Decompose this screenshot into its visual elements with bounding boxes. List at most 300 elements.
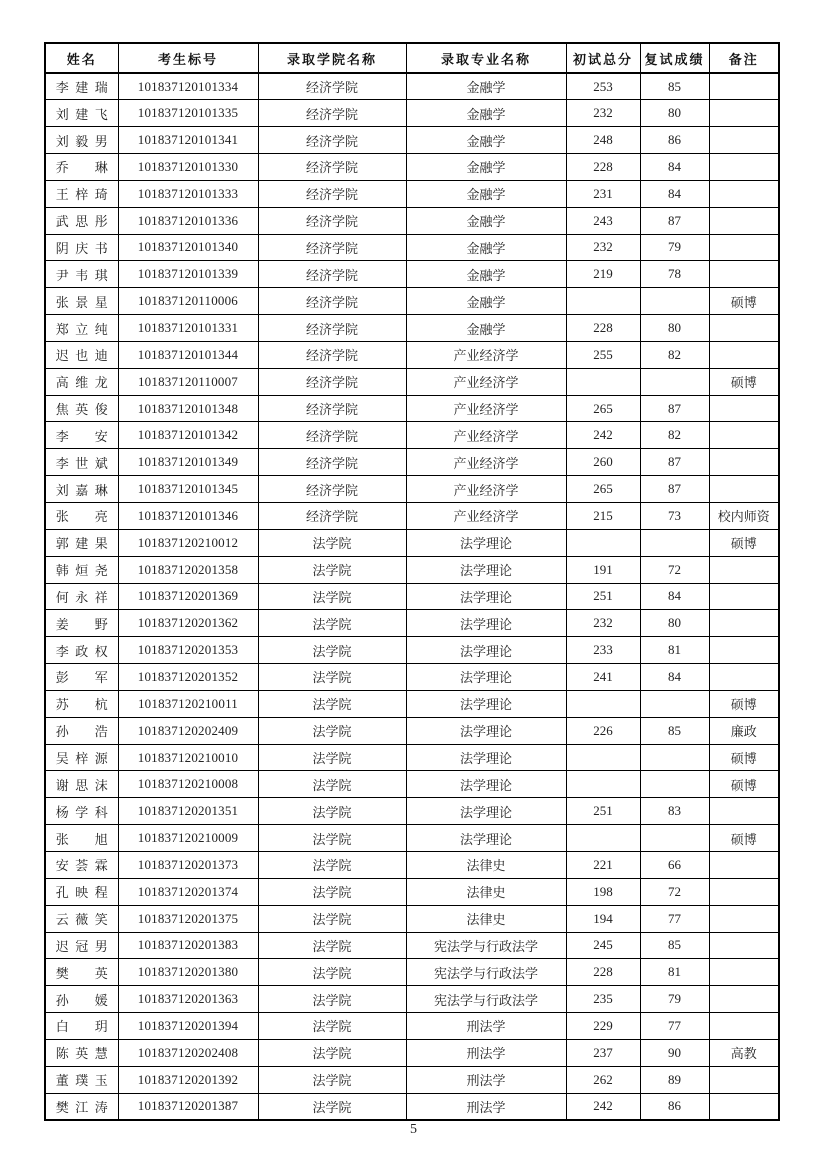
major-cell: 宪法学与行政法学: [406, 959, 566, 986]
name-cell: [45, 503, 118, 530]
initial-score-cell: 245: [566, 932, 640, 959]
column-header-initial-score: 初试总分: [566, 43, 640, 73]
retest-score-cell: 79: [640, 234, 709, 261]
student-name: 云薇笑: [55, 912, 108, 928]
remark-cell: [709, 556, 779, 583]
candidate-id-cell: 101837120101336: [118, 207, 258, 234]
table-row: [45, 744, 779, 771]
initial-score-cell: 260: [566, 449, 640, 476]
major-cell: 刑法学: [406, 1093, 566, 1120]
college-cell: 法学院: [258, 637, 406, 664]
college-cell: 法学院: [258, 744, 406, 771]
retest-score-cell: 81: [640, 959, 709, 986]
college-cell: 法学院: [258, 1066, 406, 1093]
initial-score-cell: [566, 529, 640, 556]
student-name: 樊英: [55, 965, 108, 981]
student-name: 杨学科: [55, 804, 108, 820]
table-row: [45, 341, 779, 368]
initial-score-cell: 243: [566, 207, 640, 234]
student-name: 阴庆书: [55, 240, 108, 256]
candidate-id-cell: 101837120101345: [118, 476, 258, 503]
table-row: [45, 395, 779, 422]
remark-cell: 硕博: [709, 744, 779, 771]
college-cell: 法学院: [258, 932, 406, 959]
table-row: [45, 234, 779, 261]
remark-cell: [709, 637, 779, 664]
candidate-id-cell: 101837120201351: [118, 798, 258, 825]
name-cell: [45, 234, 118, 261]
initial-score-cell: 191: [566, 556, 640, 583]
remark-cell: [709, 959, 779, 986]
table-row: [45, 449, 779, 476]
table-row: [45, 100, 779, 127]
major-cell: 产业经济学: [406, 449, 566, 476]
major-cell: 金融学: [406, 154, 566, 181]
major-cell: 法学理论: [406, 610, 566, 637]
initial-score-cell: 235: [566, 986, 640, 1013]
candidate-id-cell: 101837120110006: [118, 288, 258, 315]
remark-cell: 硕博: [709, 529, 779, 556]
college-cell: 经济学院: [258, 395, 406, 422]
retest-score-cell: 86: [640, 127, 709, 154]
name-cell: [45, 476, 118, 503]
college-cell: 法学院: [258, 556, 406, 583]
major-cell: 金融学: [406, 100, 566, 127]
name-cell: [45, 637, 118, 664]
retest-score-cell: 84: [640, 180, 709, 207]
candidate-id-cell: 101837120101340: [118, 234, 258, 261]
admission-table: [44, 42, 780, 1121]
initial-score-cell: 231: [566, 180, 640, 207]
retest-score-cell: [640, 288, 709, 315]
remark-cell: [709, 234, 779, 261]
initial-score-cell: 226: [566, 717, 640, 744]
initial-score-cell: 232: [566, 610, 640, 637]
retest-score-cell: 84: [640, 583, 709, 610]
student-name: 彭军: [55, 670, 108, 686]
student-name: 武思彤: [55, 214, 108, 230]
student-name: 刘毅男: [55, 133, 108, 149]
remark-cell: 硕博: [709, 288, 779, 315]
remark-cell: [709, 180, 779, 207]
name-cell: [45, 1093, 118, 1120]
initial-score-cell: 194: [566, 905, 640, 932]
name-cell: [45, 127, 118, 154]
college-cell: 经济学院: [258, 127, 406, 154]
major-cell: 法律史: [406, 878, 566, 905]
retest-score-cell: 80: [640, 100, 709, 127]
table-row: [45, 717, 779, 744]
initial-score-cell: 255: [566, 341, 640, 368]
major-cell: 刑法学: [406, 1066, 566, 1093]
major-cell: 法学理论: [406, 825, 566, 852]
table-row: [45, 422, 779, 449]
initial-score-cell: [566, 690, 640, 717]
initial-score-cell: 232: [566, 234, 640, 261]
major-cell: 法学理论: [406, 798, 566, 825]
name-cell: [45, 1066, 118, 1093]
candidate-id-cell: 101837120101339: [118, 261, 258, 288]
college-cell: 经济学院: [258, 180, 406, 207]
student-name: 陈英慧: [55, 1046, 108, 1062]
column-header-retest-score: 复试成绩: [640, 43, 709, 73]
remark-cell: [709, 851, 779, 878]
retest-score-cell: 72: [640, 878, 709, 905]
name-cell: [45, 288, 118, 315]
remark-cell: [709, 798, 779, 825]
college-cell: 经济学院: [258, 341, 406, 368]
retest-score-cell: 66: [640, 851, 709, 878]
initial-score-cell: 215: [566, 503, 640, 530]
student-name: 迟也迪: [55, 348, 108, 364]
candidate-id-cell: 101837120210012: [118, 529, 258, 556]
retest-score-cell: [640, 529, 709, 556]
retest-score-cell: [640, 744, 709, 771]
college-cell: 法学院: [258, 986, 406, 1013]
table-row: [45, 529, 779, 556]
candidate-id-cell: 101837120101330: [118, 154, 258, 181]
student-name: 吴梓源: [55, 751, 108, 767]
table-row: [45, 959, 779, 986]
major-cell: 法学理论: [406, 744, 566, 771]
candidate-id-cell: 101837120101349: [118, 449, 258, 476]
major-cell: 法学理论: [406, 771, 566, 798]
student-name: 刘建飞: [55, 106, 108, 122]
college-cell: 法学院: [258, 610, 406, 637]
remark-cell: [709, 986, 779, 1013]
college-cell: 法学院: [258, 717, 406, 744]
candidate-id-cell: 101837120201380: [118, 959, 258, 986]
retest-score-cell: 82: [640, 422, 709, 449]
student-name: 李建瑞: [55, 80, 108, 96]
remark-cell: [709, 422, 779, 449]
initial-score-cell: 242: [566, 1093, 640, 1120]
candidate-id-cell: 101837120201369: [118, 583, 258, 610]
college-cell: 法学院: [258, 664, 406, 691]
college-cell: 经济学院: [258, 234, 406, 261]
initial-score-cell: 233: [566, 637, 640, 664]
major-cell: 金融学: [406, 127, 566, 154]
remark-cell: [709, 341, 779, 368]
college-cell: 法学院: [258, 583, 406, 610]
student-name: 高维龙: [55, 375, 108, 391]
retest-score-cell: 83: [640, 798, 709, 825]
name-cell: [45, 1013, 118, 1040]
candidate-id-cell: 101837120110007: [118, 368, 258, 395]
initial-score-cell: [566, 368, 640, 395]
college-cell: 法学院: [258, 690, 406, 717]
name-cell: [45, 932, 118, 959]
candidate-id-cell: 101837120201383: [118, 932, 258, 959]
student-name: 刘嘉琳: [55, 482, 108, 498]
remark-cell: [709, 1066, 779, 1093]
retest-score-cell: 73: [640, 503, 709, 530]
student-name: 李安: [55, 428, 108, 444]
name-cell: [45, 315, 118, 342]
major-cell: 金融学: [406, 288, 566, 315]
remark-cell: [709, 449, 779, 476]
retest-score-cell: 89: [640, 1066, 709, 1093]
remark-cell: [709, 100, 779, 127]
college-cell: 经济学院: [258, 288, 406, 315]
retest-score-cell: 82: [640, 341, 709, 368]
name-cell: [45, 851, 118, 878]
major-cell: 宪法学与行政法学: [406, 986, 566, 1013]
candidate-id-cell: 101837120202409: [118, 717, 258, 744]
candidate-id-cell: 101837120101344: [118, 341, 258, 368]
candidate-id-cell: 101837120101341: [118, 127, 258, 154]
student-name: 焦英俊: [55, 402, 108, 418]
retest-score-cell: 87: [640, 449, 709, 476]
name-cell: [45, 207, 118, 234]
initial-score-cell: 251: [566, 798, 640, 825]
column-header-name: 姓名: [45, 43, 118, 73]
retest-score-cell: [640, 368, 709, 395]
student-name: 郑立纯: [55, 321, 108, 337]
college-cell: 法学院: [258, 798, 406, 825]
college-cell: 经济学院: [258, 261, 406, 288]
name-cell: [45, 878, 118, 905]
page-number: 5: [410, 1122, 417, 1137]
major-cell: 法学理论: [406, 529, 566, 556]
name-cell: [45, 341, 118, 368]
student-name: 乔琳: [55, 160, 108, 176]
initial-score-cell: 228: [566, 315, 640, 342]
major-cell: 刑法学: [406, 1039, 566, 1066]
candidate-id-cell: 101837120201374: [118, 878, 258, 905]
major-cell: 金融学: [406, 73, 566, 100]
table-row: [45, 610, 779, 637]
remark-cell: 硕博: [709, 690, 779, 717]
remark-cell: [709, 395, 779, 422]
retest-score-cell: 86: [640, 1093, 709, 1120]
college-cell: 经济学院: [258, 154, 406, 181]
student-name: 孔映程: [55, 885, 108, 901]
initial-score-cell: 219: [566, 261, 640, 288]
major-cell: 法学理论: [406, 583, 566, 610]
college-cell: 经济学院: [258, 73, 406, 100]
student-name: 王梓琦: [55, 187, 108, 203]
retest-score-cell: 77: [640, 905, 709, 932]
table-row: [45, 771, 779, 798]
candidate-id-cell: 101837120101333: [118, 180, 258, 207]
college-cell: 法学院: [258, 529, 406, 556]
retest-score-cell: 78: [640, 261, 709, 288]
name-cell: [45, 905, 118, 932]
college-cell: 经济学院: [258, 503, 406, 530]
table-row: [45, 1039, 779, 1066]
major-cell: 产业经济学: [406, 476, 566, 503]
name-cell: [45, 771, 118, 798]
retest-score-cell: 84: [640, 154, 709, 181]
major-cell: 法学理论: [406, 690, 566, 717]
table-row: [45, 905, 779, 932]
remark-cell: 硕博: [709, 368, 779, 395]
name-cell: [45, 556, 118, 583]
candidate-id-cell: 101837120101342: [118, 422, 258, 449]
candidate-id-cell: 101837120101348: [118, 395, 258, 422]
major-cell: 产业经济学: [406, 395, 566, 422]
table-row: [45, 1093, 779, 1120]
table-row: [45, 154, 779, 181]
student-name: 李政权: [55, 643, 108, 659]
initial-score-cell: 251: [566, 583, 640, 610]
retest-score-cell: 87: [640, 476, 709, 503]
major-cell: 法律史: [406, 905, 566, 932]
candidate-id-cell: 101837120201394: [118, 1013, 258, 1040]
table-row: [45, 180, 779, 207]
candidate-id-cell: 101837120101346: [118, 503, 258, 530]
table-row: [45, 825, 779, 852]
major-cell: 法学理论: [406, 637, 566, 664]
initial-score-cell: 241: [566, 664, 640, 691]
name-cell: [45, 368, 118, 395]
remark-cell: [709, 154, 779, 181]
name-cell: [45, 73, 118, 100]
remark-cell: [709, 207, 779, 234]
table-row: [45, 315, 779, 342]
student-name: 郭建果: [55, 536, 108, 552]
name-cell: [45, 986, 118, 1013]
remark-cell: 校内师资: [709, 503, 779, 530]
table-row: [45, 127, 779, 154]
student-name: 尹韦琪: [55, 267, 108, 283]
student-name: 张旭: [55, 831, 108, 847]
name-cell: [45, 690, 118, 717]
retest-score-cell: 85: [640, 717, 709, 744]
column-header-college: 录取学院名称: [258, 43, 406, 73]
initial-score-cell: 237: [566, 1039, 640, 1066]
college-cell: 法学院: [258, 1013, 406, 1040]
initial-score-cell: 229: [566, 1013, 640, 1040]
major-cell: 金融学: [406, 261, 566, 288]
remark-cell: [709, 127, 779, 154]
remark-cell: [709, 1013, 779, 1040]
major-cell: 产业经济学: [406, 368, 566, 395]
remark-cell: [709, 878, 779, 905]
candidate-id-cell: 101837120201375: [118, 905, 258, 932]
student-name: 安荟霖: [55, 858, 108, 874]
remark-cell: [709, 932, 779, 959]
remark-cell: [709, 73, 779, 100]
student-name: 姜野: [55, 616, 108, 632]
name-cell: [45, 798, 118, 825]
candidate-id-cell: 101837120201387: [118, 1093, 258, 1120]
initial-score-cell: 262: [566, 1066, 640, 1093]
major-cell: 刑法学: [406, 1013, 566, 1040]
name-cell: [45, 825, 118, 852]
major-cell: 宪法学与行政法学: [406, 932, 566, 959]
student-name: 张亮: [55, 509, 108, 525]
retest-score-cell: 80: [640, 315, 709, 342]
retest-score-cell: 87: [640, 207, 709, 234]
name-cell: [45, 100, 118, 127]
retest-score-cell: 80: [640, 610, 709, 637]
initial-score-cell: 248: [566, 127, 640, 154]
retest-score-cell: [640, 771, 709, 798]
remark-cell: [709, 664, 779, 691]
remark-cell: [709, 1093, 779, 1120]
name-cell: [45, 1039, 118, 1066]
table-row: [45, 986, 779, 1013]
header-row: [45, 43, 779, 73]
name-cell: [45, 180, 118, 207]
retest-score-cell: 72: [640, 556, 709, 583]
initial-score-cell: 232: [566, 100, 640, 127]
student-name: 李世斌: [55, 455, 108, 471]
table-row: [45, 261, 779, 288]
name-cell: [45, 449, 118, 476]
college-cell: 法学院: [258, 771, 406, 798]
name-cell: [45, 717, 118, 744]
candidate-id-cell: 101837120201363: [118, 986, 258, 1013]
student-name: 董璞玉: [55, 1073, 108, 1089]
candidate-id-cell: 101837120210011: [118, 690, 258, 717]
remark-cell: 硕博: [709, 825, 779, 852]
initial-score-cell: 253: [566, 73, 640, 100]
college-cell: 法学院: [258, 825, 406, 852]
remark-cell: [709, 905, 779, 932]
remark-cell: [709, 315, 779, 342]
table-row: [45, 798, 779, 825]
remark-cell: 廉政: [709, 717, 779, 744]
college-cell: 经济学院: [258, 476, 406, 503]
candidate-id-cell: 101837120101331: [118, 315, 258, 342]
initial-score-cell: 242: [566, 422, 640, 449]
remark-cell: 硕博: [709, 771, 779, 798]
initial-score-cell: 221: [566, 851, 640, 878]
initial-score-cell: [566, 771, 640, 798]
candidate-id-cell: 101837120101335: [118, 100, 258, 127]
major-cell: 法律史: [406, 851, 566, 878]
candidate-id-cell: 101837120201392: [118, 1066, 258, 1093]
name-cell: [45, 154, 118, 181]
table-row: [45, 556, 779, 583]
retest-score-cell: 85: [640, 73, 709, 100]
student-name: 孙浩: [55, 724, 108, 740]
major-cell: 金融学: [406, 315, 566, 342]
college-cell: 经济学院: [258, 422, 406, 449]
retest-score-cell: 79: [640, 986, 709, 1013]
candidate-id-cell: 101837120201352: [118, 664, 258, 691]
table-row: [45, 73, 779, 100]
remark-cell: [709, 261, 779, 288]
retest-score-cell: 85: [640, 932, 709, 959]
college-cell: 法学院: [258, 878, 406, 905]
name-cell: [45, 395, 118, 422]
name-cell: [45, 422, 118, 449]
name-cell: [45, 959, 118, 986]
candidate-id-cell: 101837120101334: [118, 73, 258, 100]
remark-cell: [709, 476, 779, 503]
major-cell: 产业经济学: [406, 422, 566, 449]
name-cell: [45, 664, 118, 691]
student-name: 迟冠男: [55, 938, 108, 954]
table-row: [45, 207, 779, 234]
remark-cell: 高教: [709, 1039, 779, 1066]
retest-score-cell: 77: [640, 1013, 709, 1040]
table-row: [45, 288, 779, 315]
column-header-candidate-id: 考生标号: [118, 43, 258, 73]
table-row: [45, 637, 779, 664]
table-row: [45, 932, 779, 959]
major-cell: 金融学: [406, 234, 566, 261]
candidate-id-cell: 101837120210008: [118, 771, 258, 798]
initial-score-cell: 228: [566, 154, 640, 181]
student-name: 苏杭: [55, 697, 108, 713]
candidate-id-cell: 101837120202408: [118, 1039, 258, 1066]
initial-score-cell: 198: [566, 878, 640, 905]
